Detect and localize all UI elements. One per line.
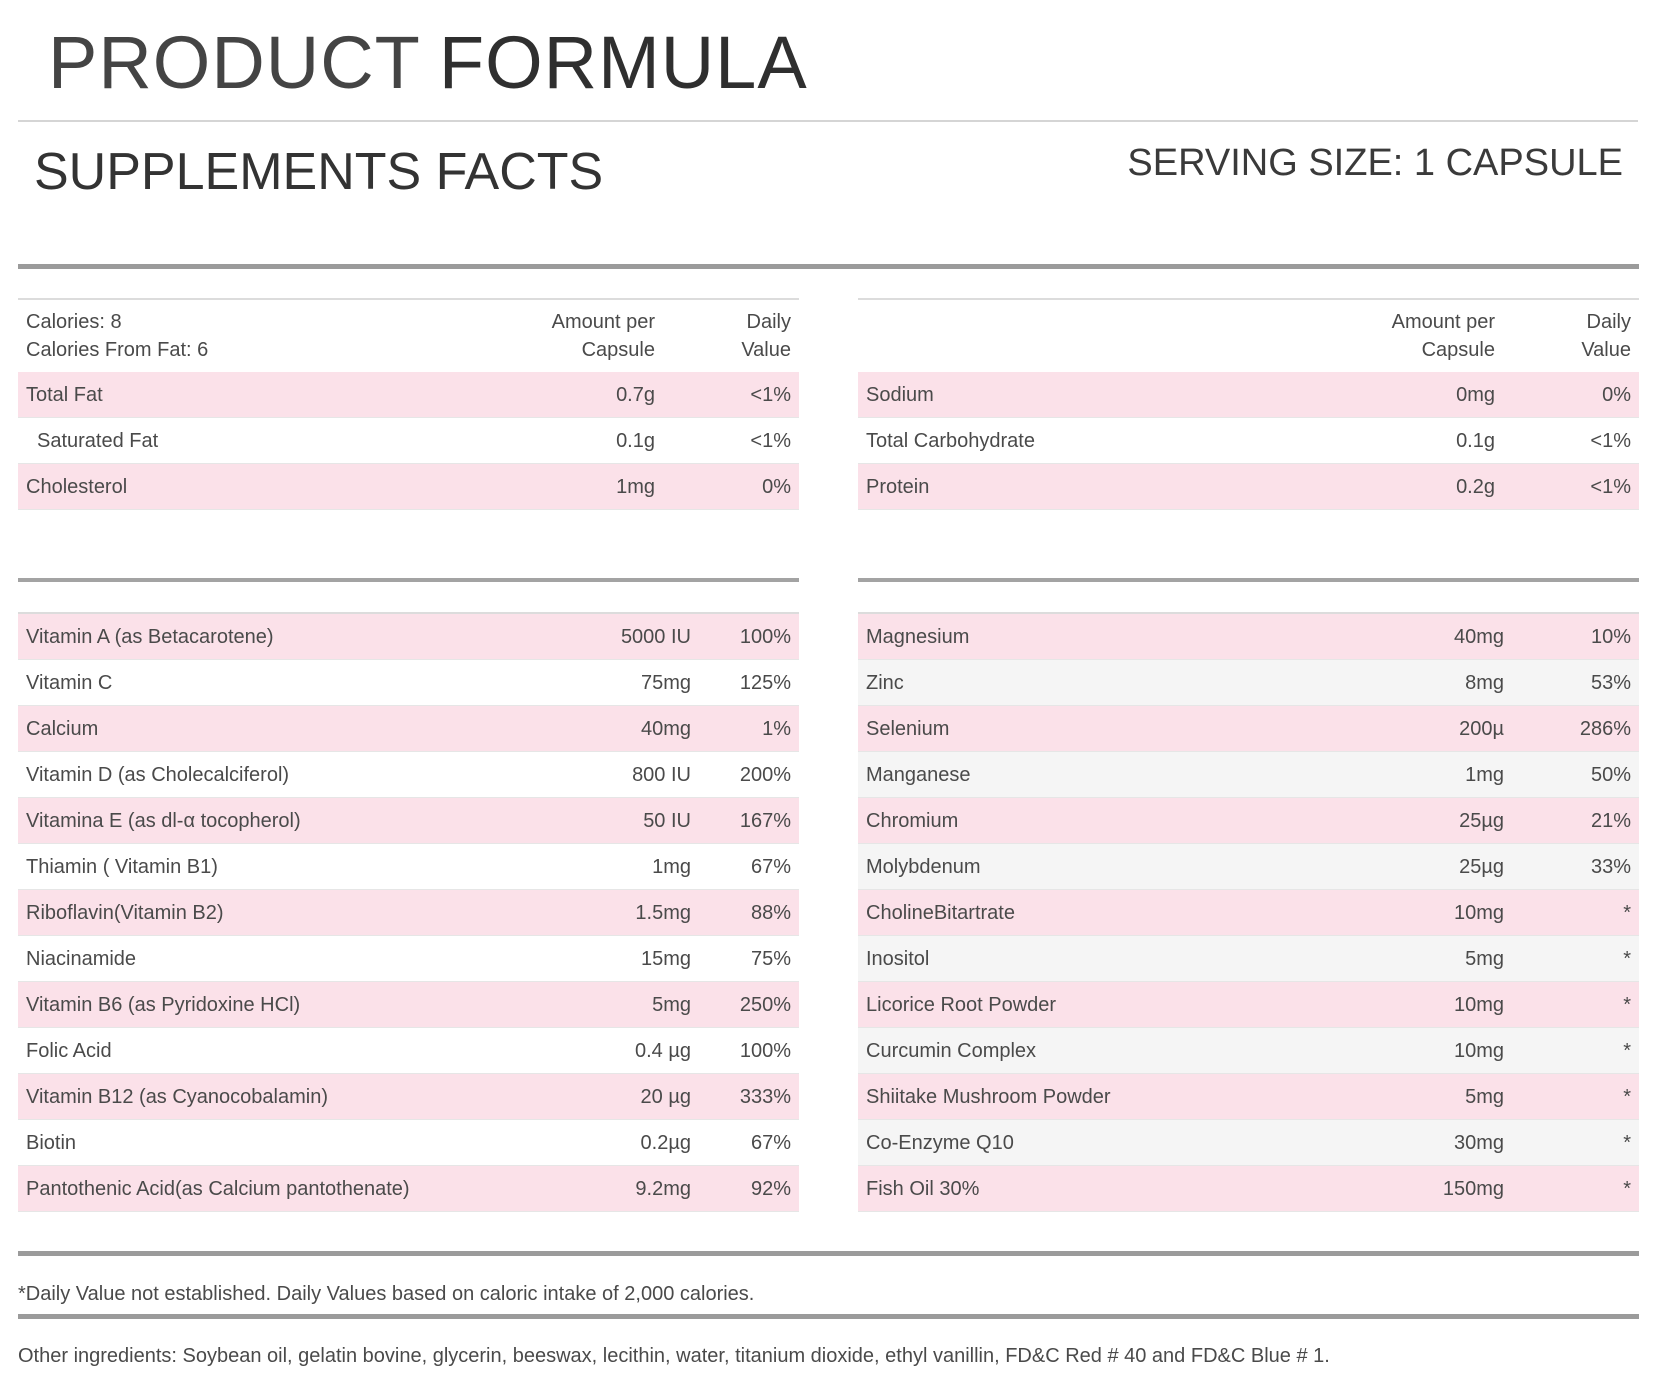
daily-value: 50% xyxy=(1590,764,1631,786)
table-row xyxy=(858,706,1639,752)
nutrient-name: Vitamin B6 (as Pyridoxine HCl) xyxy=(26,994,301,1016)
nutrient-name: Zinc xyxy=(866,672,904,694)
amount-per-capsule: 0.4 µg xyxy=(634,1040,691,1062)
amount-per-capsule: 8mg xyxy=(1465,672,1504,694)
nutrient-name: Magnesium xyxy=(866,626,970,648)
daily-value: 125% xyxy=(739,672,791,694)
daily-value: 286% xyxy=(1579,718,1631,740)
amount-per-capsule: 5000 IU xyxy=(620,626,691,648)
nutrient-name: Cholesterol xyxy=(26,476,128,498)
facts-top-rule xyxy=(18,264,1639,269)
amount-per-capsule: 5mg xyxy=(652,994,691,1016)
daily-value: 33% xyxy=(1590,856,1631,878)
daily-value: 250% xyxy=(739,994,791,1016)
daily-value-column-header: Daily Value xyxy=(1581,311,1631,361)
calories: Calories: 8 xyxy=(26,311,122,333)
daily-value: 10% xyxy=(1590,626,1631,648)
amount-per-capsule: 10mg xyxy=(1453,902,1504,924)
macro-table-right-header xyxy=(858,298,1639,372)
daily-value: 200% xyxy=(739,764,791,786)
daily-value: * xyxy=(1623,948,1631,970)
nutrient-name: Total Carbohydrate xyxy=(866,430,1035,452)
amount-per-capsule: 0.2g xyxy=(1456,476,1495,498)
nutrient-name: Total Fat xyxy=(26,384,103,406)
title-bold: FORMULA xyxy=(438,21,808,104)
table-row xyxy=(858,1028,1639,1074)
daily-value: <1% xyxy=(750,430,791,452)
nutrient-name: Shiitake Mushroom Powder xyxy=(866,1086,1111,1108)
nutrient-name: Thiamin ( Vitamin B1) xyxy=(26,856,218,878)
nutrient-name: Molybdenum xyxy=(866,856,981,878)
daily-value: <1% xyxy=(1590,476,1631,498)
amount-per-capsule: 1mg xyxy=(616,476,655,498)
table-row xyxy=(858,660,1639,706)
amount-per-capsule: 0mg xyxy=(1456,384,1495,406)
vitamin-rows xyxy=(18,614,799,1212)
nutrient-name: Vitamin A (as Betacarotene) xyxy=(26,626,274,648)
nutrient-name: Curcumin Complex xyxy=(866,1040,1037,1062)
vitamins-top-rule xyxy=(18,578,799,582)
daily-value: 333% xyxy=(739,1086,791,1108)
mineral-rows xyxy=(858,614,1639,1212)
table-row xyxy=(18,752,799,798)
amount-per-capsule: 1mg xyxy=(1465,764,1504,786)
daily-value-footnote: *Daily Value not established. Daily Values based on caloric intake of 2,000 calories. xyxy=(18,1283,755,1305)
amount-per-capsule: 200µ xyxy=(1459,718,1504,740)
amount-column-header: Amount per Capsule xyxy=(1391,311,1495,361)
vitamins-table xyxy=(18,612,799,1212)
table-row xyxy=(858,844,1639,890)
daily-value: * xyxy=(1623,1086,1631,1108)
amount-per-capsule: 1.5mg xyxy=(635,902,691,924)
amount-per-capsule: 75mg xyxy=(640,672,691,694)
amount-per-capsule: 30mg xyxy=(1453,1132,1504,1154)
daily-value: 67% xyxy=(750,1132,791,1154)
nutrient-name: Protein xyxy=(866,476,930,498)
amount-per-capsule: 150mg xyxy=(1442,1178,1504,1200)
daily-value: * xyxy=(1623,1040,1631,1062)
amount-per-capsule: 5mg xyxy=(1465,1086,1504,1108)
daily-value: 100% xyxy=(739,1040,791,1062)
daily-value: 1% xyxy=(762,718,791,740)
macro-table-left-header xyxy=(18,298,799,372)
nutrient-name: Sodium xyxy=(866,384,934,406)
table-row xyxy=(18,1028,799,1074)
table-row xyxy=(18,844,799,890)
table-row xyxy=(858,982,1639,1028)
amount-per-capsule: 5mg xyxy=(1465,948,1504,970)
table-row xyxy=(858,418,1639,464)
minerals-top-rule xyxy=(858,578,1639,582)
amount-per-capsule: 9.2mg xyxy=(635,1178,691,1200)
daily-value: 100% xyxy=(739,626,791,648)
nutrient-name: Fish Oil 30% xyxy=(866,1178,980,1200)
daily-value-column-header: Daily Value xyxy=(741,311,791,361)
table-row xyxy=(858,936,1639,982)
table-row xyxy=(858,614,1639,660)
table-row xyxy=(18,464,799,510)
daily-value: <1% xyxy=(1590,430,1631,452)
table-row xyxy=(858,372,1639,418)
daily-value: 21% xyxy=(1590,810,1631,832)
table-row xyxy=(18,614,799,660)
table-row xyxy=(18,1120,799,1166)
daily-value: * xyxy=(1623,994,1631,1016)
amount-per-capsule: 15mg xyxy=(640,948,691,970)
title-divider xyxy=(18,120,1638,122)
table-row xyxy=(858,464,1639,510)
calories-info xyxy=(26,308,208,364)
daily-value: * xyxy=(1623,1178,1631,1200)
nutrient-name: CholineBitartrate xyxy=(866,902,1015,924)
daily-value: <1% xyxy=(750,384,791,406)
table-row xyxy=(858,1074,1639,1120)
daily-value: 67% xyxy=(750,856,791,878)
table-row xyxy=(18,982,799,1028)
nutrient-name: Manganese xyxy=(866,764,971,786)
amount-per-capsule: 25µg xyxy=(1459,810,1504,832)
page-title xyxy=(48,18,808,108)
table-row xyxy=(18,890,799,936)
amount-per-capsule: 40mg xyxy=(640,718,691,740)
nutrient-name: Vitamin C xyxy=(26,672,113,694)
daily-value: 88% xyxy=(750,902,791,924)
table-row xyxy=(18,660,799,706)
amount-per-capsule: 800 IU xyxy=(632,764,691,786)
amount-per-capsule: 25µg xyxy=(1459,856,1504,878)
table-row xyxy=(858,798,1639,844)
nutrient-name: Vitamin B12 (as Cyanocobalamin) xyxy=(26,1086,329,1108)
nutrient-name: Chromium xyxy=(866,810,959,832)
nutrient-name: Inositol xyxy=(866,948,930,970)
table-row xyxy=(858,752,1639,798)
daily-value: 0% xyxy=(762,476,791,498)
nutrient-name: Saturated Fat xyxy=(37,430,159,452)
daily-value: 53% xyxy=(1590,672,1631,694)
minerals-table xyxy=(858,612,1639,1212)
ingredients-top-rule xyxy=(18,1314,1639,1319)
nutrient-name: Riboflavin(Vitamin B2) xyxy=(26,902,224,924)
nutrient-name: Calcium xyxy=(26,718,99,740)
table-row xyxy=(858,1120,1639,1166)
daily-value: 0% xyxy=(1602,384,1631,406)
macro-table-right xyxy=(858,298,1639,510)
nutrient-name: Selenium xyxy=(866,718,950,740)
table-row xyxy=(18,1166,799,1212)
amount-per-capsule: 40mg xyxy=(1453,626,1504,648)
footnote-top-rule xyxy=(18,1251,1639,1256)
title-light: PRODUCT xyxy=(48,21,421,104)
table-row xyxy=(858,1166,1639,1212)
daily-value: * xyxy=(1623,1132,1631,1154)
macro-right-rows xyxy=(858,372,1639,510)
supplements-facts-heading: SUPPLEMENTS FACTS xyxy=(34,143,604,201)
amount-per-capsule: 10mg xyxy=(1453,994,1504,1016)
macro-table-left xyxy=(18,298,799,510)
amount-per-capsule: 0.1g xyxy=(616,430,655,452)
table-row xyxy=(18,706,799,752)
table-row xyxy=(18,372,799,418)
nutrient-name: Pantothenic Acid(as Calcium pantothenate) xyxy=(26,1178,410,1200)
amount-per-capsule: 0.7g xyxy=(616,384,655,406)
amount-per-capsule: 1mg xyxy=(652,856,691,878)
nutrient-name: Licorice Root Powder xyxy=(866,994,1057,1016)
table-row xyxy=(18,1074,799,1120)
nutrient-name: Vitamin D (as Cholecalciferol) xyxy=(26,764,290,786)
daily-value: * xyxy=(1623,902,1631,924)
table-row xyxy=(858,890,1639,936)
amount-per-capsule: 0.2µg xyxy=(640,1132,691,1154)
nutrient-name: Folic Acid xyxy=(26,1040,112,1062)
calories-from-fat: Calories From Fat: 6 xyxy=(26,339,209,361)
amount-column-header: Amount per Capsule xyxy=(551,311,655,361)
daily-value: 167% xyxy=(739,810,791,832)
daily-value: 75% xyxy=(750,948,791,970)
macro-left-rows xyxy=(18,372,799,510)
other-ingredients: Other ingredients: Soybean oil, gelatin bovine, glycerin, beeswax, lecithin, water, titanium dioxide, ethyl vanillin, FD&C Red # 40 and FD&C Blue # 1. xyxy=(18,1345,1330,1367)
nutrient-name: Niacinamide xyxy=(26,948,137,970)
table-row xyxy=(18,936,799,982)
serving-size: SERVING SIZE: 1 CAPSULE xyxy=(1127,142,1623,184)
daily-value: 92% xyxy=(750,1178,791,1200)
nutrient-name: Co-Enzyme Q10 xyxy=(866,1132,1014,1154)
nutrient-name: Vitamina E (as dl-α tocopherol) xyxy=(26,810,301,832)
table-row xyxy=(18,418,799,464)
amount-per-capsule: 10mg xyxy=(1453,1040,1504,1062)
amount-per-capsule: 50 IU xyxy=(643,810,691,832)
amount-per-capsule: 20 µg xyxy=(640,1086,691,1108)
amount-per-capsule: 0.1g xyxy=(1456,430,1495,452)
table-row xyxy=(18,798,799,844)
nutrient-name: Biotin xyxy=(26,1132,77,1154)
